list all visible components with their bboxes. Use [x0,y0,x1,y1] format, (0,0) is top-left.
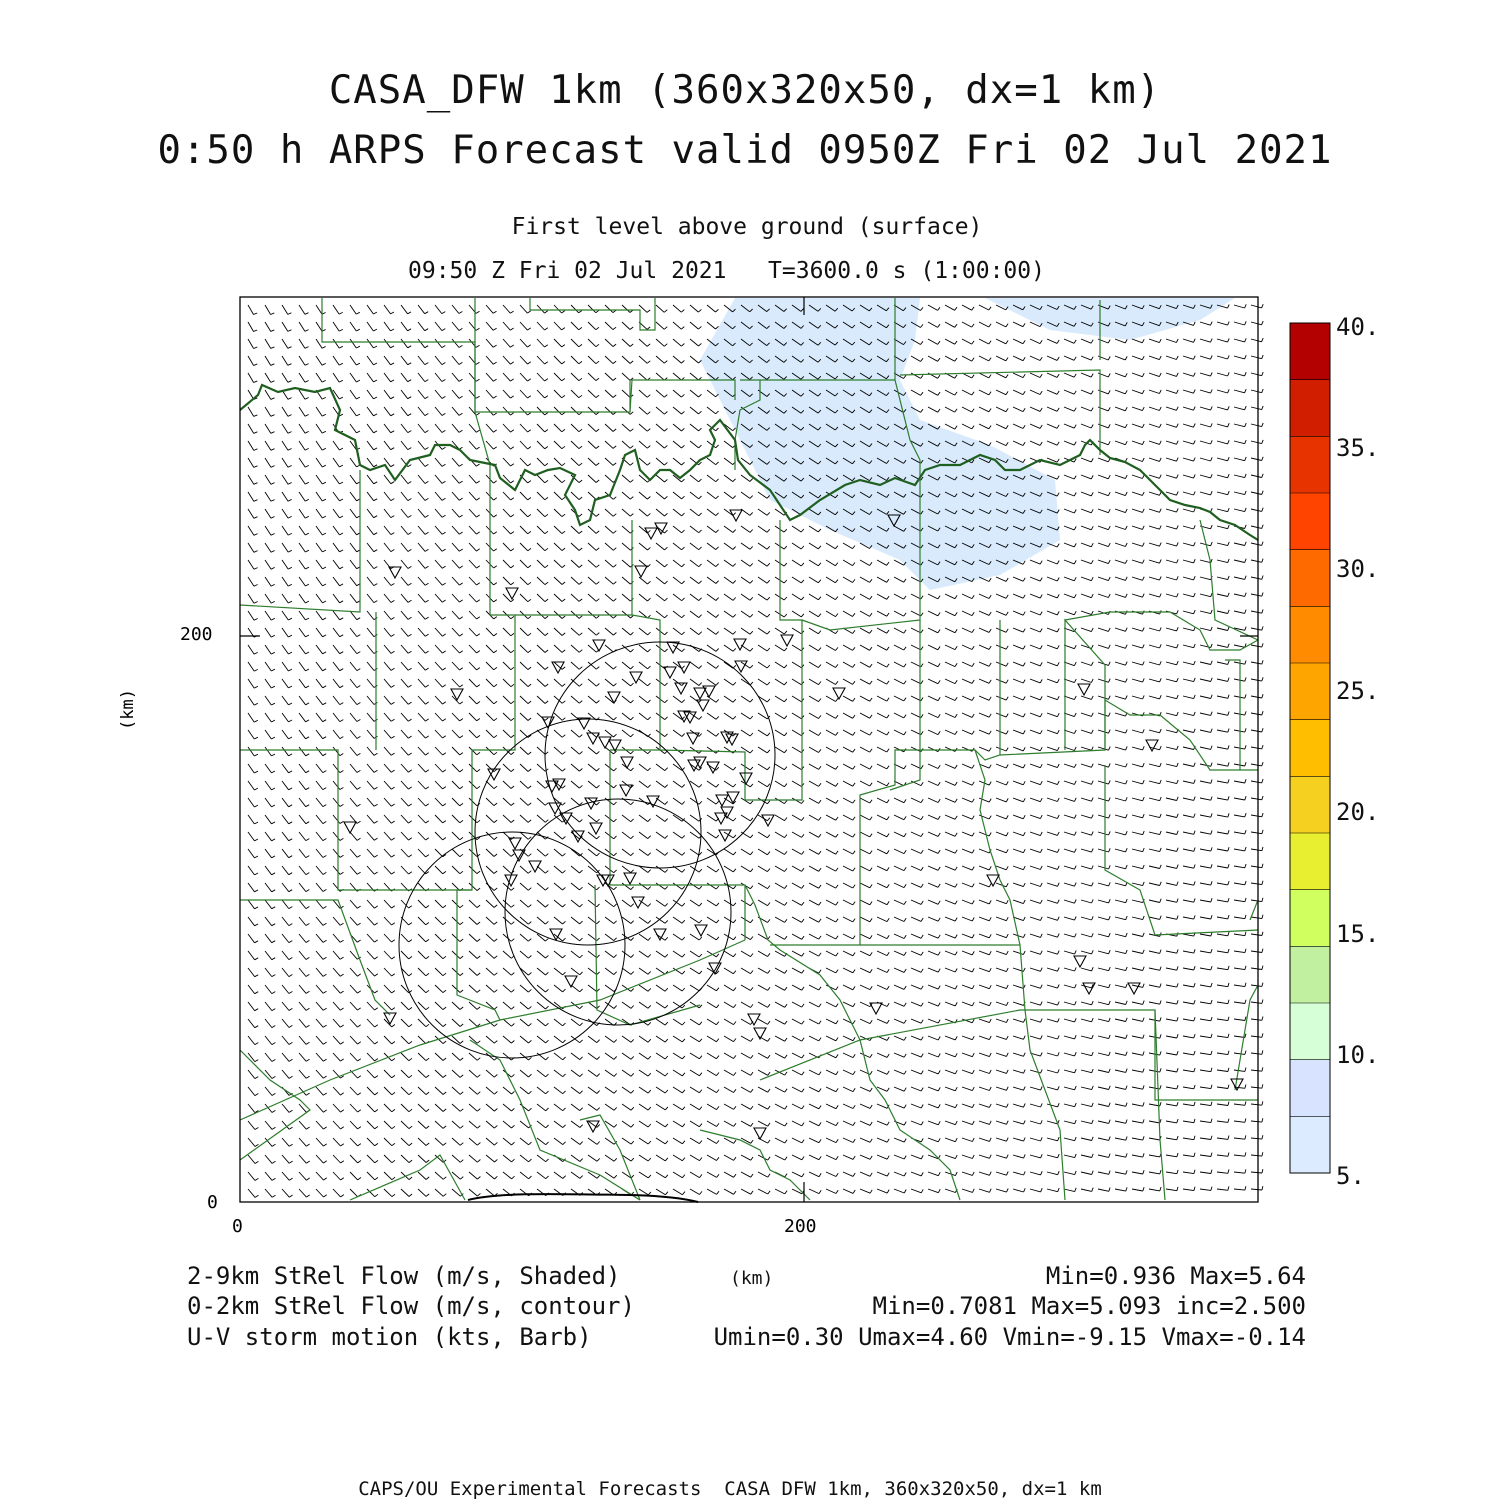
station-marker [590,823,602,834]
station-marker [506,588,518,599]
colorbar-swatch [1290,1116,1330,1173]
station-marker [344,822,356,833]
colorbar-label-35: 35. [1336,434,1380,462]
colorbar-swatch [1290,1060,1330,1117]
colorbar-swatch [1290,323,1330,380]
station-marker [608,692,620,703]
station-marker [709,963,721,974]
station-marker [647,796,659,807]
station-markers [344,510,1243,1139]
colorbar-swatch [1290,380,1330,437]
station-marker [624,873,636,884]
station-marker [716,795,728,806]
colorbar-swatch [1290,890,1330,947]
station-marker [488,769,500,780]
station-marker [695,925,707,936]
colorbar-swatch [1290,493,1330,550]
station-marker [740,773,752,784]
station-marker [609,740,621,751]
colorbar-swatch [1290,550,1330,607]
station-marker [552,662,564,673]
station-marker [599,737,611,748]
colorbar-swatch [1290,833,1330,890]
station-marker [694,688,706,699]
colorbar-label-10: 10. [1336,1041,1380,1069]
x-axis-label: (km) [730,1268,774,1289]
level-label: First level above ground (surface) [511,214,983,240]
station-marker [630,672,642,683]
colorbar-swatch [1290,1003,1330,1060]
legend-barb-label: U-V storm motion (kts, Barb) [187,1323,592,1351]
station-marker [1078,684,1090,695]
legend-shaded-range: Min=0.936 Max=5.64 [1045,1262,1306,1290]
station-marker [987,875,999,886]
station-marker [734,639,746,650]
station-marker [550,929,562,940]
colorbar-swatch [1290,606,1330,663]
x-tick-0: 0 [232,1216,243,1237]
station-marker [781,635,793,646]
station-marker [451,689,463,700]
colorbar-label-15: 15. [1336,920,1380,948]
y-tick-200: 200 [180,624,213,645]
legend-contour-range: Min=0.7081 Max=5.093 inc=2.500 [872,1292,1306,1320]
y-tick-0: 0 [207,1192,218,1213]
station-marker [833,688,845,699]
colorbar-swatch [1290,720,1330,777]
station-marker [621,757,633,768]
colorbar-swatch [1290,776,1330,833]
legend-contour-label: 0-2km StRel Flow (m/s, contour) [187,1292,635,1320]
station-marker [754,1128,766,1139]
title-line-1: CASA_DFW 1km (360x320x50, dx=1 km) [328,68,1162,113]
footer-credit: CAPS/OU Experimental Forecasts CASA DFW 1km, 360x320x50, dx=1 km [358,1478,1102,1500]
station-marker [707,762,719,773]
station-marker [529,861,541,872]
colorbar-label-5: 5. [1336,1162,1365,1190]
station-marker [1074,956,1086,967]
colorbar-swatch [1290,946,1330,1003]
station-marker [635,566,647,577]
station-marker [697,700,709,711]
station-marker [730,510,742,521]
station-marker [694,757,706,768]
colorbar-swatch [1290,436,1330,493]
colorbar-label-25: 25. [1336,677,1380,705]
legend-shaded-label: 2-9km StRel Flow (m/s, Shaded) [187,1262,621,1290]
colorbar-label-40: 40. [1336,313,1380,341]
title-line-2: 0:50 h ARPS Forecast valid 0950Z Fri 02 Jul 2021 [157,128,1333,173]
station-marker [645,528,657,539]
station-marker [1128,983,1140,994]
station-marker [870,1003,882,1014]
legend-barb-range: Umin=0.30 Umax=4.60 Vmin=-9.15 Vmax=-0.14 [713,1323,1306,1351]
colorbar [1290,323,1330,1174]
station-marker [684,712,696,723]
station-marker [654,929,666,940]
x-tick-200: 200 [784,1216,817,1237]
y-axis-label: (km) [118,689,138,730]
colorbar-label-20: 20. [1336,798,1380,826]
colorbar-label-30: 30. [1336,555,1380,583]
time-label: 09:50 Z Fri 02 Jul 2021 T=3600.0 s (1:00:00) [408,258,1045,284]
station-marker [620,785,632,796]
station-marker [664,667,676,678]
colorbar-swatch [1290,663,1330,720]
